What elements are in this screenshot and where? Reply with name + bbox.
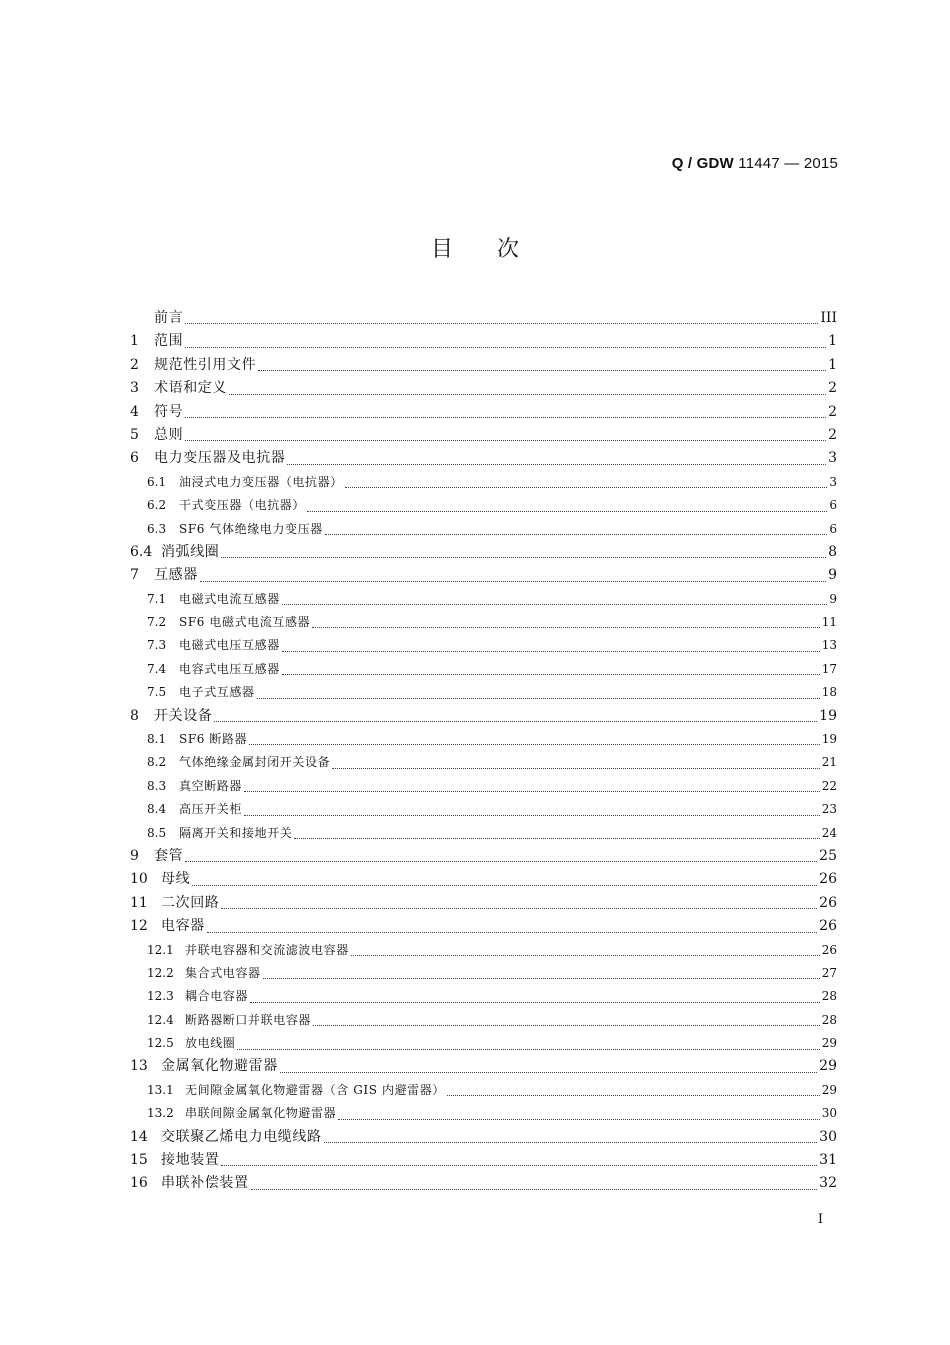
toc-entry[interactable] [130, 962, 837, 985]
toc-entry[interactable] [130, 447, 837, 470]
toc-entry-number: 6.3 [147, 521, 167, 536]
toc-entry-page: 18 [821, 685, 837, 700]
toc-entry[interactable] [130, 1009, 837, 1032]
toc-entry-title: 交联聚乙烯电力电缆线路 [161, 1128, 322, 1145]
toc-entry-number: 7.4 [147, 661, 167, 676]
toc-entry-page: 2 [828, 426, 837, 443]
toc-leader-dots [324, 1141, 818, 1143]
toc-entry[interactable] [130, 1102, 837, 1125]
toc-entry-title: 油浸式电力变压器（电抗器） [179, 474, 343, 489]
toc-entry-number: 6.4 [130, 543, 153, 560]
toc-entry-number: 16 [130, 1175, 148, 1192]
toc-entry-page: 21 [821, 755, 837, 770]
toc-entry-page: 9 [829, 591, 837, 606]
toc-entry[interactable] [130, 915, 837, 938]
toc-entry-number: 11 [130, 894, 148, 911]
toc-entry-page: 1 [828, 333, 837, 350]
toc-entry-title: 并联电容器和交流滤波电容器 [185, 942, 349, 957]
toc-entry-title: SF6 气体绝缘电力变压器 [179, 521, 323, 536]
toc-entry-number: 2 [130, 356, 139, 373]
toc-entry[interactable] [130, 401, 837, 424]
toc-leader-dots [221, 1164, 817, 1166]
toc-leader-dots [325, 533, 828, 535]
toc-leader-dots [207, 931, 817, 933]
toc-entry[interactable] [130, 354, 837, 377]
toc-entry-number: 8.5 [147, 825, 167, 840]
toc-leader-dots [282, 673, 820, 675]
toc-entry[interactable] [130, 1126, 837, 1149]
toc-entry[interactable] [130, 307, 837, 330]
toc-entry-number: 13.1 [147, 1082, 174, 1097]
toc-entry-page: 26 [819, 918, 837, 935]
toc-leader-dots [250, 1001, 820, 1003]
toc-entry-page: 22 [821, 778, 837, 793]
toc-entry-title: 消弧线圈 [161, 543, 220, 560]
toc-leader-dots [282, 650, 820, 652]
toc-entry-page: III [820, 309, 837, 326]
toc-entry-title: SF6 断路器 [179, 732, 248, 747]
toc-entry-page: 31 [819, 1152, 837, 1169]
toc-leader-dots [312, 626, 820, 628]
toc-entry-page: 29 [821, 1036, 837, 1051]
toc-entry-page: 28 [821, 1012, 837, 1027]
toc-entry[interactable] [130, 588, 837, 611]
toc-entry-number: 8 [130, 707, 139, 724]
page-title: 目次 [430, 237, 563, 262]
toc-entry[interactable] [130, 518, 837, 541]
toc-entry-page: 29 [821, 1082, 837, 1097]
toc-leader-dots [244, 814, 820, 816]
toc-entry-page: 3 [828, 450, 837, 467]
toc-entry-number: 7.3 [147, 638, 167, 653]
toc-leader-dots [332, 767, 820, 769]
toc-entry[interactable] [130, 471, 837, 494]
toc-entry-title: 无间隙金属氧化物避雷器（含 GIS 内避雷器） [185, 1082, 445, 1097]
toc-entry-number: 8.1 [147, 732, 167, 747]
toc-entry-title: SF6 电磁式电流互感器 [179, 615, 311, 630]
toc-leader-dots [280, 1071, 817, 1073]
toc-entry[interactable] [130, 424, 837, 447]
toc-entry-title: 金属氧化物避雷器 [161, 1058, 278, 1075]
toc-entry-title: 气体绝缘金属封闭开关设备 [179, 755, 331, 770]
toc-entry-number: 7.1 [147, 591, 167, 606]
toc-entry[interactable] [130, 868, 837, 891]
toc-leader-dots [221, 907, 817, 909]
toc-entry-number: 12.1 [147, 942, 174, 957]
toc-entry[interactable] [130, 985, 837, 1008]
toc-entry-title: 开关设备 [154, 707, 213, 724]
toc-leader-dots [287, 463, 826, 465]
toc-entry-page: 2 [828, 380, 837, 397]
toc-entry-page: 8 [828, 543, 837, 560]
toc-entry[interactable] [130, 494, 837, 517]
toc-entry-title: 前言 [154, 309, 184, 326]
toc-entry[interactable] [130, 845, 837, 868]
toc-leader-dots [251, 1188, 818, 1190]
toc-entry[interactable] [130, 658, 837, 681]
toc-leader-dots [447, 1094, 820, 1096]
toc-entry-number: 6.2 [147, 498, 167, 513]
toc-entry-number: 9 [130, 847, 139, 864]
toc-leader-dots [258, 369, 826, 371]
toc-entry-page: 13 [821, 638, 837, 653]
toc-entry-number: 8.2 [147, 755, 167, 770]
toc-entry-title: 真空断路器 [179, 778, 243, 793]
toc-leader-dots [185, 322, 818, 324]
toc-entry-title: 互感器 [154, 567, 198, 584]
toc-entry[interactable] [130, 705, 837, 728]
toc-entry[interactable] [130, 798, 837, 821]
toc-entry-title: 集合式电容器 [185, 965, 261, 980]
toc-entry-number: 12 [130, 918, 148, 935]
toc-entry[interactable] [130, 1056, 837, 1079]
toc-entry-page: 6 [829, 521, 837, 536]
toc-entry[interactable] [130, 751, 837, 774]
toc-leader-dots [185, 416, 826, 418]
toc-entry[interactable] [130, 892, 837, 915]
toc-leader-dots [192, 884, 817, 886]
toc-leader-dots [200, 580, 826, 582]
toc-entry-title: 电容器 [161, 918, 205, 935]
toc-entry[interactable] [130, 611, 837, 634]
footer-page-number: I [817, 1212, 823, 1227]
toc-entry-page: 17 [821, 661, 837, 676]
toc-entry-page: 3 [829, 474, 837, 489]
toc-entry-title: 二次回路 [161, 894, 220, 911]
toc-entry-page: 24 [821, 825, 837, 840]
toc-entry-title: 干式变压器（电抗器） [179, 498, 306, 513]
toc-entry-title: 电磁式电流互感器 [179, 591, 280, 606]
toc-entry-title: 串联补偿装置 [161, 1175, 249, 1192]
toc-entry-title: 规范性引用文件 [154, 356, 257, 373]
toc-entry[interactable] [130, 634, 837, 657]
toc-entry-title: 术语和定义 [154, 380, 227, 397]
toc-leader-dots [214, 720, 817, 722]
toc-entry[interactable] [130, 728, 837, 751]
toc-entry[interactable] [130, 330, 837, 353]
toc-entry-title: 接地装置 [161, 1152, 220, 1169]
toc-entry-page: 2 [828, 403, 837, 420]
toc-entry-number: 13.2 [147, 1106, 174, 1121]
toc-entry[interactable] [130, 775, 837, 798]
toc-entry-page: 28 [821, 989, 837, 1004]
toc-entry-number: 12.5 [147, 1036, 174, 1051]
toc-entry-title: 断路器断口并联电容器 [185, 1012, 312, 1027]
toc-entry[interactable] [130, 541, 837, 564]
toc-entry-title: 耦合电容器 [185, 989, 249, 1004]
toc-entry[interactable] [130, 681, 837, 704]
toc-leader-dots [345, 486, 828, 488]
toc-entry-number: 5 [130, 426, 139, 443]
toc-leader-dots [221, 556, 826, 558]
toc-entry[interactable] [130, 1032, 837, 1055]
toc-entry-title: 电磁式电压互感器 [179, 638, 280, 653]
toc-leader-dots [313, 1024, 820, 1026]
toc-entry-number: 6 [130, 450, 139, 467]
toc-entry-title: 符号 [154, 403, 184, 420]
toc-entry-page: 29 [819, 1058, 837, 1075]
toc-entry-page: 27 [821, 965, 837, 980]
toc-entry-number: 15 [130, 1152, 148, 1169]
toc-entry-title: 串联间隙金属氧化物避雷器 [185, 1106, 337, 1121]
toc-entry-number: 12.2 [147, 965, 174, 980]
toc-entry-page: 30 [821, 1106, 837, 1121]
toc-entry-page: 1 [828, 356, 837, 373]
toc-leader-dots [257, 697, 820, 699]
toc-entry[interactable] [130, 939, 837, 962]
toc-entry-page: 26 [819, 871, 837, 888]
toc-entry-page: 19 [821, 732, 837, 747]
toc-leader-dots [282, 603, 828, 605]
toc-leader-dots [237, 1048, 819, 1050]
toc-entry-page: 9 [828, 567, 837, 584]
toc-entry-title: 电力变压器及电抗器 [154, 450, 286, 467]
toc-entry-title: 母线 [161, 871, 191, 888]
toc-leader-dots [263, 977, 820, 979]
toc-entry-page: 19 [819, 707, 837, 724]
toc-leader-dots [249, 743, 820, 745]
document-code-number: 11447 — 2015 [738, 155, 838, 172]
toc-leader-dots [307, 510, 827, 512]
toc-entry-number: 7 [130, 567, 139, 584]
toc-entry[interactable] [130, 377, 837, 400]
document-code [672, 155, 838, 172]
toc-entry-number: 8.3 [147, 778, 167, 793]
toc-leader-dots [229, 393, 826, 395]
toc-entry-title: 电容式电压互感器 [179, 661, 280, 676]
toc-entry-title: 总则 [154, 426, 184, 443]
toc-leader-dots [185, 346, 826, 348]
toc-leader-dots [294, 837, 819, 839]
toc-entry-page: 6 [829, 498, 837, 513]
toc-entry-number: 7.2 [147, 615, 167, 630]
toc-entry[interactable] [130, 1079, 837, 1102]
toc-entry-title: 电子式互感器 [179, 685, 255, 700]
toc-entry-title: 放电线圈 [185, 1036, 236, 1051]
toc-entry-page: 23 [821, 802, 837, 817]
toc-leader-dots [185, 439, 826, 441]
document-code-prefix: Q / GDW [671, 155, 734, 172]
toc-entry-page: 26 [821, 942, 837, 957]
toc-entry-number: 4 [130, 403, 139, 420]
toc-entry-page: 25 [819, 847, 837, 864]
toc-entry-number: 7.5 [147, 685, 167, 700]
toc-entry-title: 高压开关柜 [179, 802, 243, 817]
toc-entry-number: 8.4 [147, 802, 167, 817]
toc-entry-number: 12.4 [147, 1012, 174, 1027]
toc-entry[interactable] [130, 822, 837, 845]
toc-entry[interactable] [130, 1149, 837, 1172]
toc-entry[interactable] [130, 1172, 837, 1195]
toc-entry-title: 范围 [154, 333, 184, 350]
toc-leader-dots [338, 1118, 820, 1120]
toc-leader-dots [244, 790, 820, 792]
toc-entry-page: 11 [821, 615, 837, 630]
toc-entry-number: 12.3 [147, 989, 174, 1004]
toc-entry-number: 10 [130, 871, 148, 888]
toc-leader-dots [185, 860, 817, 862]
table-of-contents [130, 307, 837, 1196]
toc-entry-number: 6.1 [147, 474, 167, 489]
toc-entry-number: 3 [130, 380, 139, 397]
toc-leader-dots [351, 954, 820, 956]
toc-entry-page: 30 [819, 1128, 837, 1145]
toc-entry-title: 隔离开关和接地开关 [179, 825, 293, 840]
toc-entry-title: 套管 [154, 847, 184, 864]
toc-entry[interactable] [130, 564, 837, 587]
toc-entry-page: 32 [819, 1175, 837, 1192]
toc-entry-number: 1 [130, 333, 139, 350]
toc-entry-page: 26 [819, 894, 837, 911]
toc-entry-number: 14 [130, 1128, 148, 1145]
toc-entry-number: 13 [130, 1058, 148, 1075]
